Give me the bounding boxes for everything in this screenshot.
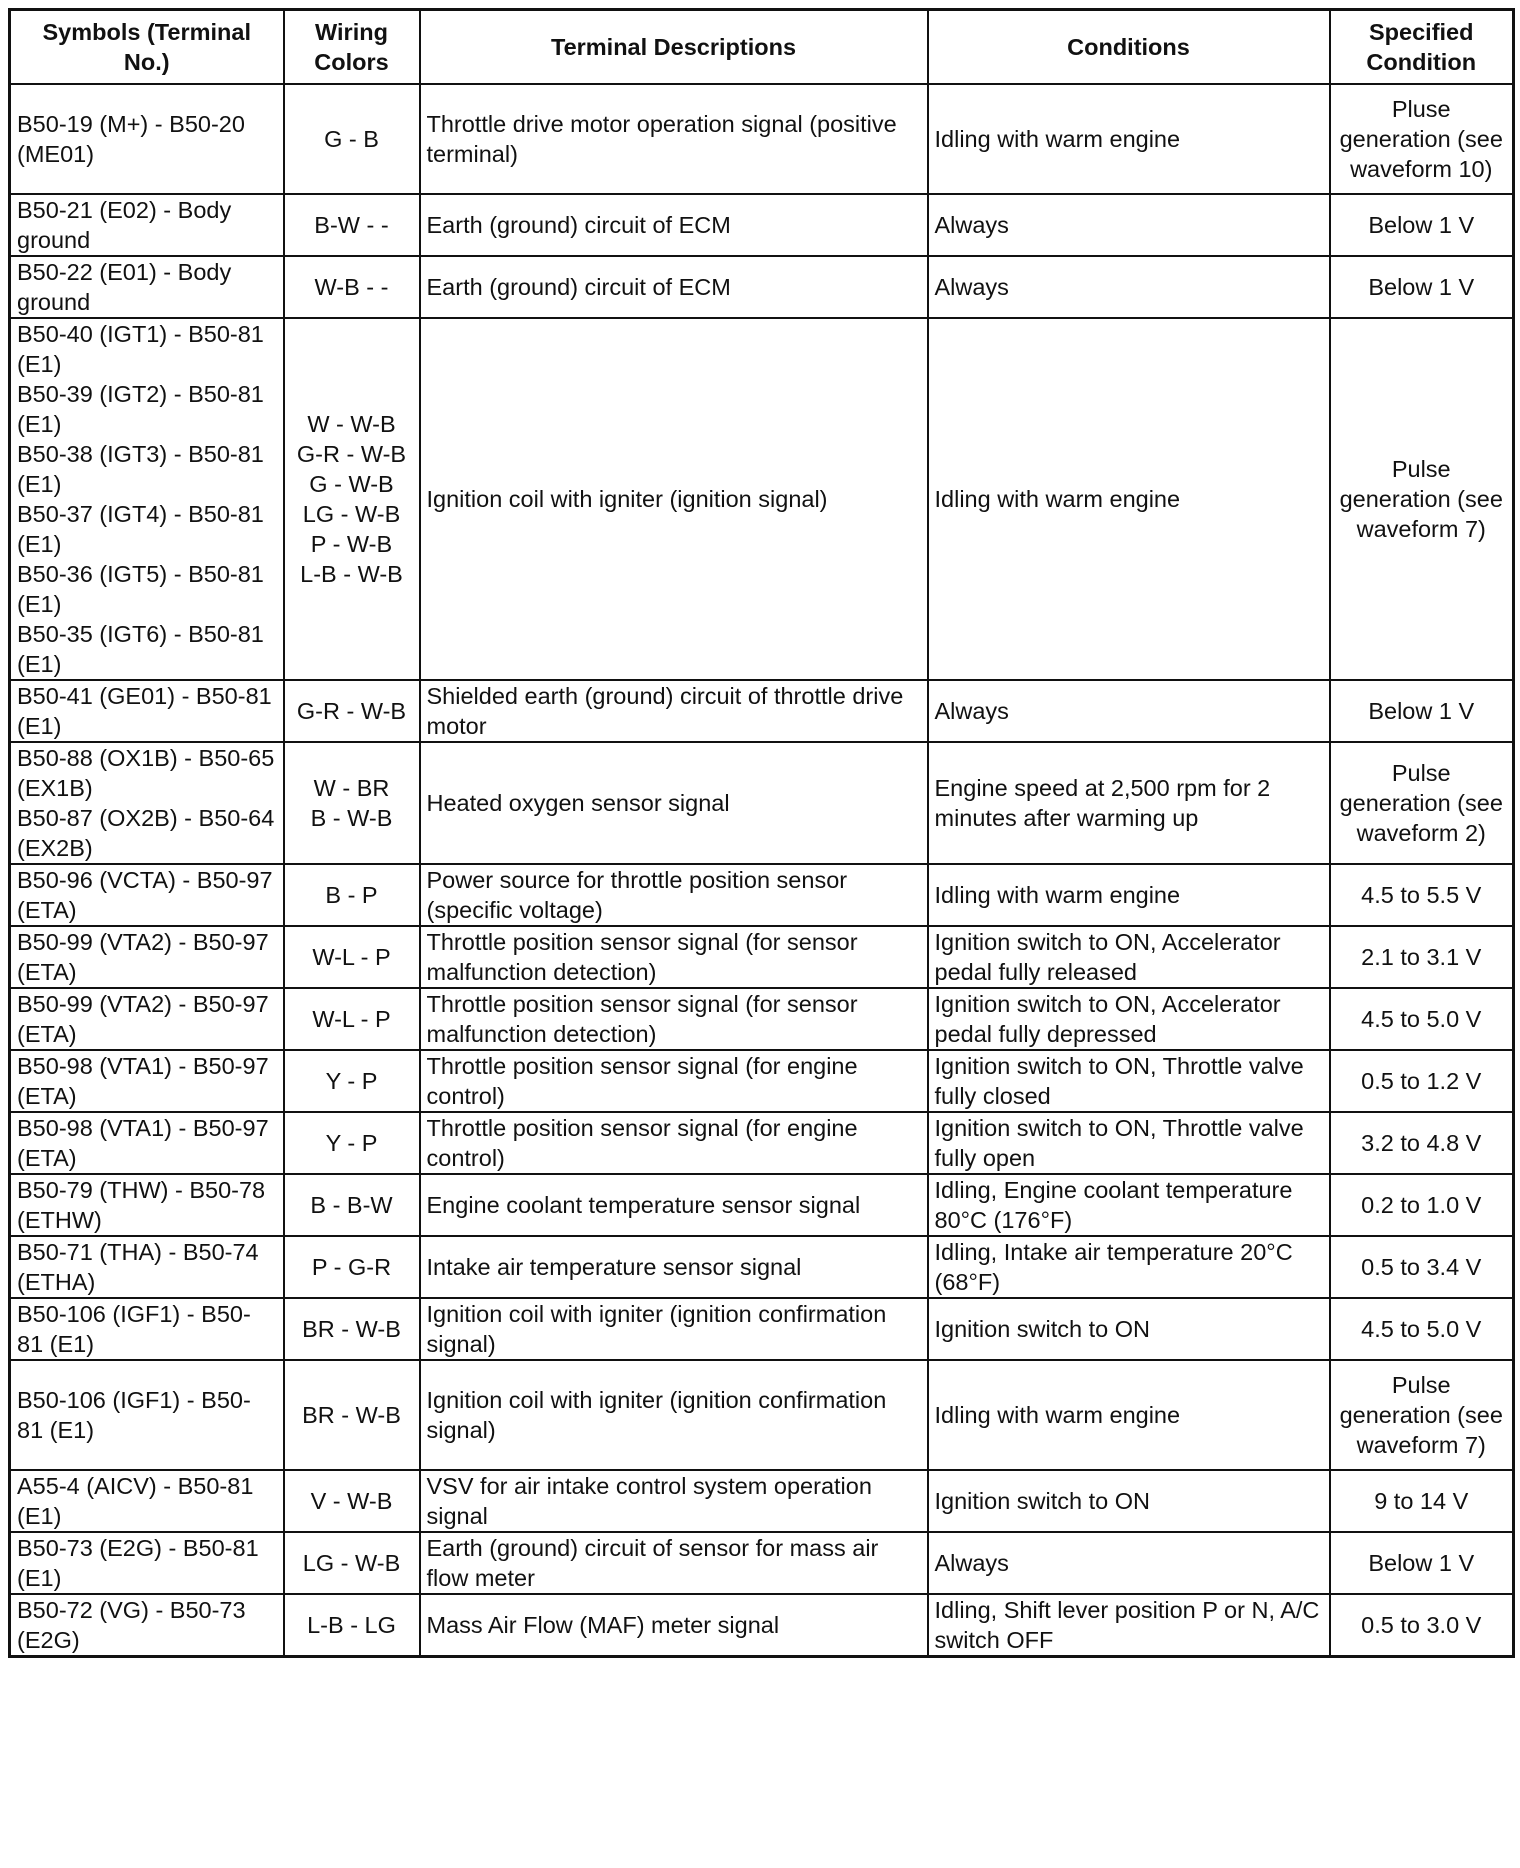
cell-terminal-description: Earth (ground) circuit of sensor for mass air flow meter [420, 1532, 928, 1594]
cell-terminal-symbols: B50-72 (VG) - B50-73 (E2G) [10, 1594, 284, 1657]
cell-terminal-symbols: B50-40 (IGT1) - B50-81 (E1) B50-39 (IGT2) - B50-81 (E1) B50-38 (IGT3) - B50-81 (E1) B50-37 (IGT4) - B50-81 (E1) B50-36 (IGT5) - B50-81 (E1) B50-35 (IGT6) - B50-81 (E1) [10, 318, 284, 680]
header-terminal-descriptions: Terminal Descriptions [420, 10, 928, 85]
table-row [10, 680, 1514, 742]
cell-wiring-colors: W - BR B - W-B [284, 742, 420, 864]
cell-condition: Engine speed at 2,500 rpm for 2 minutes after warming up [928, 742, 1330, 864]
table-row [10, 1298, 1514, 1360]
table-row [10, 926, 1514, 988]
cell-terminal-symbols: A55-4 (AICV) - B50-81 (E1) [10, 1470, 284, 1532]
cell-terminal-description: Power source for throttle position sensor (specific voltage) [420, 864, 928, 926]
cell-specified-condition: Below 1 V [1330, 194, 1514, 256]
cell-terminal-description: Throttle drive motor operation signal (positive terminal) [420, 84, 928, 194]
cell-wiring-colors: BR - W-B [284, 1298, 420, 1360]
cell-terminal-symbols: B50-41 (GE01) - B50-81 (E1) [10, 680, 284, 742]
cell-wiring-colors: W-L - P [284, 926, 420, 988]
cell-specified-condition: 9 to 14 V [1330, 1470, 1514, 1532]
cell-terminal-symbols: B50-22 (E01) - Body ground [10, 256, 284, 318]
table-row [10, 1360, 1514, 1470]
cell-terminal-description: Engine coolant temperature sensor signal [420, 1174, 928, 1236]
cell-terminal-description: Throttle position sensor signal (for engine control) [420, 1112, 928, 1174]
cell-terminal-symbols: B50-98 (VTA1) - B50-97 (ETA) [10, 1050, 284, 1112]
cell-terminal-description: Earth (ground) circuit of ECM [420, 194, 928, 256]
table-row [10, 1112, 1514, 1174]
cell-terminal-description: Throttle position sensor signal (for sensor malfunction detection) [420, 926, 928, 988]
cell-condition: Idling with warm engine [928, 318, 1330, 680]
cell-wiring-colors: P - G-R [284, 1236, 420, 1298]
table-row [10, 1174, 1514, 1236]
cell-condition: Always [928, 256, 1330, 318]
cell-terminal-description: Ignition coil with igniter (ignition confirmation signal) [420, 1298, 928, 1360]
cell-terminal-description: VSV for air intake control system operation signal [420, 1470, 928, 1532]
table-row [10, 1050, 1514, 1112]
cell-wiring-colors: B-W - - [284, 194, 420, 256]
cell-wiring-colors: BR - W-B [284, 1360, 420, 1470]
cell-specified-condition: 4.5 to 5.5 V [1330, 864, 1514, 926]
table-row [10, 742, 1514, 864]
terminal-table-container [8, 8, 1515, 1658]
cell-terminal-description: Throttle position sensor signal (for sensor malfunction detection) [420, 988, 928, 1050]
table-row [10, 1236, 1514, 1298]
cell-wiring-colors: G - B [284, 84, 420, 194]
cell-terminal-symbols: B50-96 (VCTA) - B50-97 (ETA) [10, 864, 284, 926]
cell-wiring-colors: W-L - P [284, 988, 420, 1050]
cell-wiring-colors: B - B-W [284, 1174, 420, 1236]
cell-condition: Always [928, 1532, 1330, 1594]
cell-condition: Idling, Shift lever position P or N, A/C switch OFF [928, 1594, 1330, 1657]
cell-terminal-symbols: B50-99 (VTA2) - B50-97 (ETA) [10, 988, 284, 1050]
table-row [10, 1532, 1514, 1594]
cell-condition: Ignition switch to ON, Accelerator pedal fully released [928, 926, 1330, 988]
cell-terminal-symbols: B50-71 (THA) - B50-74 (ETHA) [10, 1236, 284, 1298]
cell-condition: Always [928, 680, 1330, 742]
header-wiring-colors: Wiring Colors [284, 10, 420, 85]
cell-terminal-symbols: B50-73 (E2G) - B50-81 (E1) [10, 1532, 284, 1594]
header-row [10, 10, 1514, 85]
cell-terminal-symbols: B50-106 (IGF1) - B50-81 (E1) [10, 1360, 284, 1470]
cell-terminal-symbols: B50-19 (M+) - B50-20 (ME01) [10, 84, 284, 194]
cell-terminal-description: Heated oxygen sensor signal [420, 742, 928, 864]
table-row [10, 84, 1514, 194]
cell-terminal-description: Ignition coil with igniter (ignition signal) [420, 318, 928, 680]
table-row [10, 864, 1514, 926]
cell-condition: Ignition switch to ON, Throttle valve fully closed [928, 1050, 1330, 1112]
header-conditions: Conditions [928, 10, 1330, 85]
cell-specified-condition: 0.5 to 3.0 V [1330, 1594, 1514, 1657]
cell-wiring-colors: L-B - LG [284, 1594, 420, 1657]
header-symbols: Symbols (Terminal No.) [10, 10, 284, 85]
cell-wiring-colors: W - W-B G-R - W-B G - W-B LG - W-B P - W-B L-B - W-B [284, 318, 420, 680]
cell-specified-condition: 4.5 to 5.0 V [1330, 1298, 1514, 1360]
cell-condition: Idling with warm engine [928, 1360, 1330, 1470]
cell-specified-condition: 4.5 to 5.0 V [1330, 988, 1514, 1050]
cell-specified-condition: Pulse generation (see waveform 7) [1330, 318, 1514, 680]
cell-specified-condition: 3.2 to 4.8 V [1330, 1112, 1514, 1174]
cell-terminal-symbols: B50-99 (VTA2) - B50-97 (ETA) [10, 926, 284, 988]
cell-terminal-symbols: B50-106 (IGF1) - B50-81 (E1) [10, 1298, 284, 1360]
cell-terminal-symbols: B50-79 (THW) - B50-78 (ETHW) [10, 1174, 284, 1236]
cell-specified-condition: Pulse generation (see waveform 2) [1330, 742, 1514, 864]
cell-wiring-colors: V - W-B [284, 1470, 420, 1532]
cell-wiring-colors: Y - P [284, 1050, 420, 1112]
cell-specified-condition: 0.5 to 3.4 V [1330, 1236, 1514, 1298]
table-row [10, 318, 1514, 680]
cell-terminal-description: Throttle position sensor signal (for engine control) [420, 1050, 928, 1112]
cell-specified-condition: 0.2 to 1.0 V [1330, 1174, 1514, 1236]
cell-terminal-symbols: B50-21 (E02) - Body ground [10, 194, 284, 256]
cell-terminal-symbols: B50-98 (VTA1) - B50-97 (ETA) [10, 1112, 284, 1174]
cell-specified-condition: 0.5 to 1.2 V [1330, 1050, 1514, 1112]
cell-specified-condition: 2.1 to 3.1 V [1330, 926, 1514, 988]
cell-condition: Ignition switch to ON, Accelerator pedal fully depressed [928, 988, 1330, 1050]
header-specified-condition: Specified Condition [1330, 10, 1514, 85]
cell-condition: Ignition switch to ON, Throttle valve fully open [928, 1112, 1330, 1174]
cell-terminal-description: Earth (ground) circuit of ECM [420, 256, 928, 318]
cell-specified-condition: Below 1 V [1330, 1532, 1514, 1594]
cell-wiring-colors: B - P [284, 864, 420, 926]
cell-specified-condition: Pluse generation (see waveform 10) [1330, 84, 1514, 194]
table-row [10, 1594, 1514, 1657]
ecm-terminal-table [8, 8, 1515, 1658]
cell-condition: Idling, Engine coolant temperature 80°C (176°F) [928, 1174, 1330, 1236]
cell-specified-condition: Below 1 V [1330, 256, 1514, 318]
cell-condition: Ignition switch to ON [928, 1298, 1330, 1360]
cell-wiring-colors: Y - P [284, 1112, 420, 1174]
cell-terminal-description: Intake air temperature sensor signal [420, 1236, 928, 1298]
cell-condition: Idling with warm engine [928, 864, 1330, 926]
cell-wiring-colors: G-R - W-B [284, 680, 420, 742]
cell-condition: Idling with warm engine [928, 84, 1330, 194]
cell-specified-condition: Pulse generation (see waveform 7) [1330, 1360, 1514, 1470]
cell-condition: Always [928, 194, 1330, 256]
cell-terminal-symbols: B50-88 (OX1B) - B50-65 (EX1B) B50-87 (OX2B) - B50-64 (EX2B) [10, 742, 284, 864]
cell-specified-condition: Below 1 V [1330, 680, 1514, 742]
cell-terminal-description: Mass Air Flow (MAF) meter signal [420, 1594, 928, 1657]
cell-terminal-description: Shielded earth (ground) circuit of throttle drive motor [420, 680, 928, 742]
cell-condition: Idling, Intake air temperature 20°C (68°F) [928, 1236, 1330, 1298]
cell-condition: Ignition switch to ON [928, 1470, 1330, 1532]
cell-terminal-description: Ignition coil with igniter (ignition confirmation signal) [420, 1360, 928, 1470]
cell-wiring-colors: LG - W-B [284, 1532, 420, 1594]
cell-wiring-colors: W-B - - [284, 256, 420, 318]
table-row [10, 256, 1514, 318]
table-row [10, 1470, 1514, 1532]
table-row [10, 988, 1514, 1050]
table-row [10, 194, 1514, 256]
